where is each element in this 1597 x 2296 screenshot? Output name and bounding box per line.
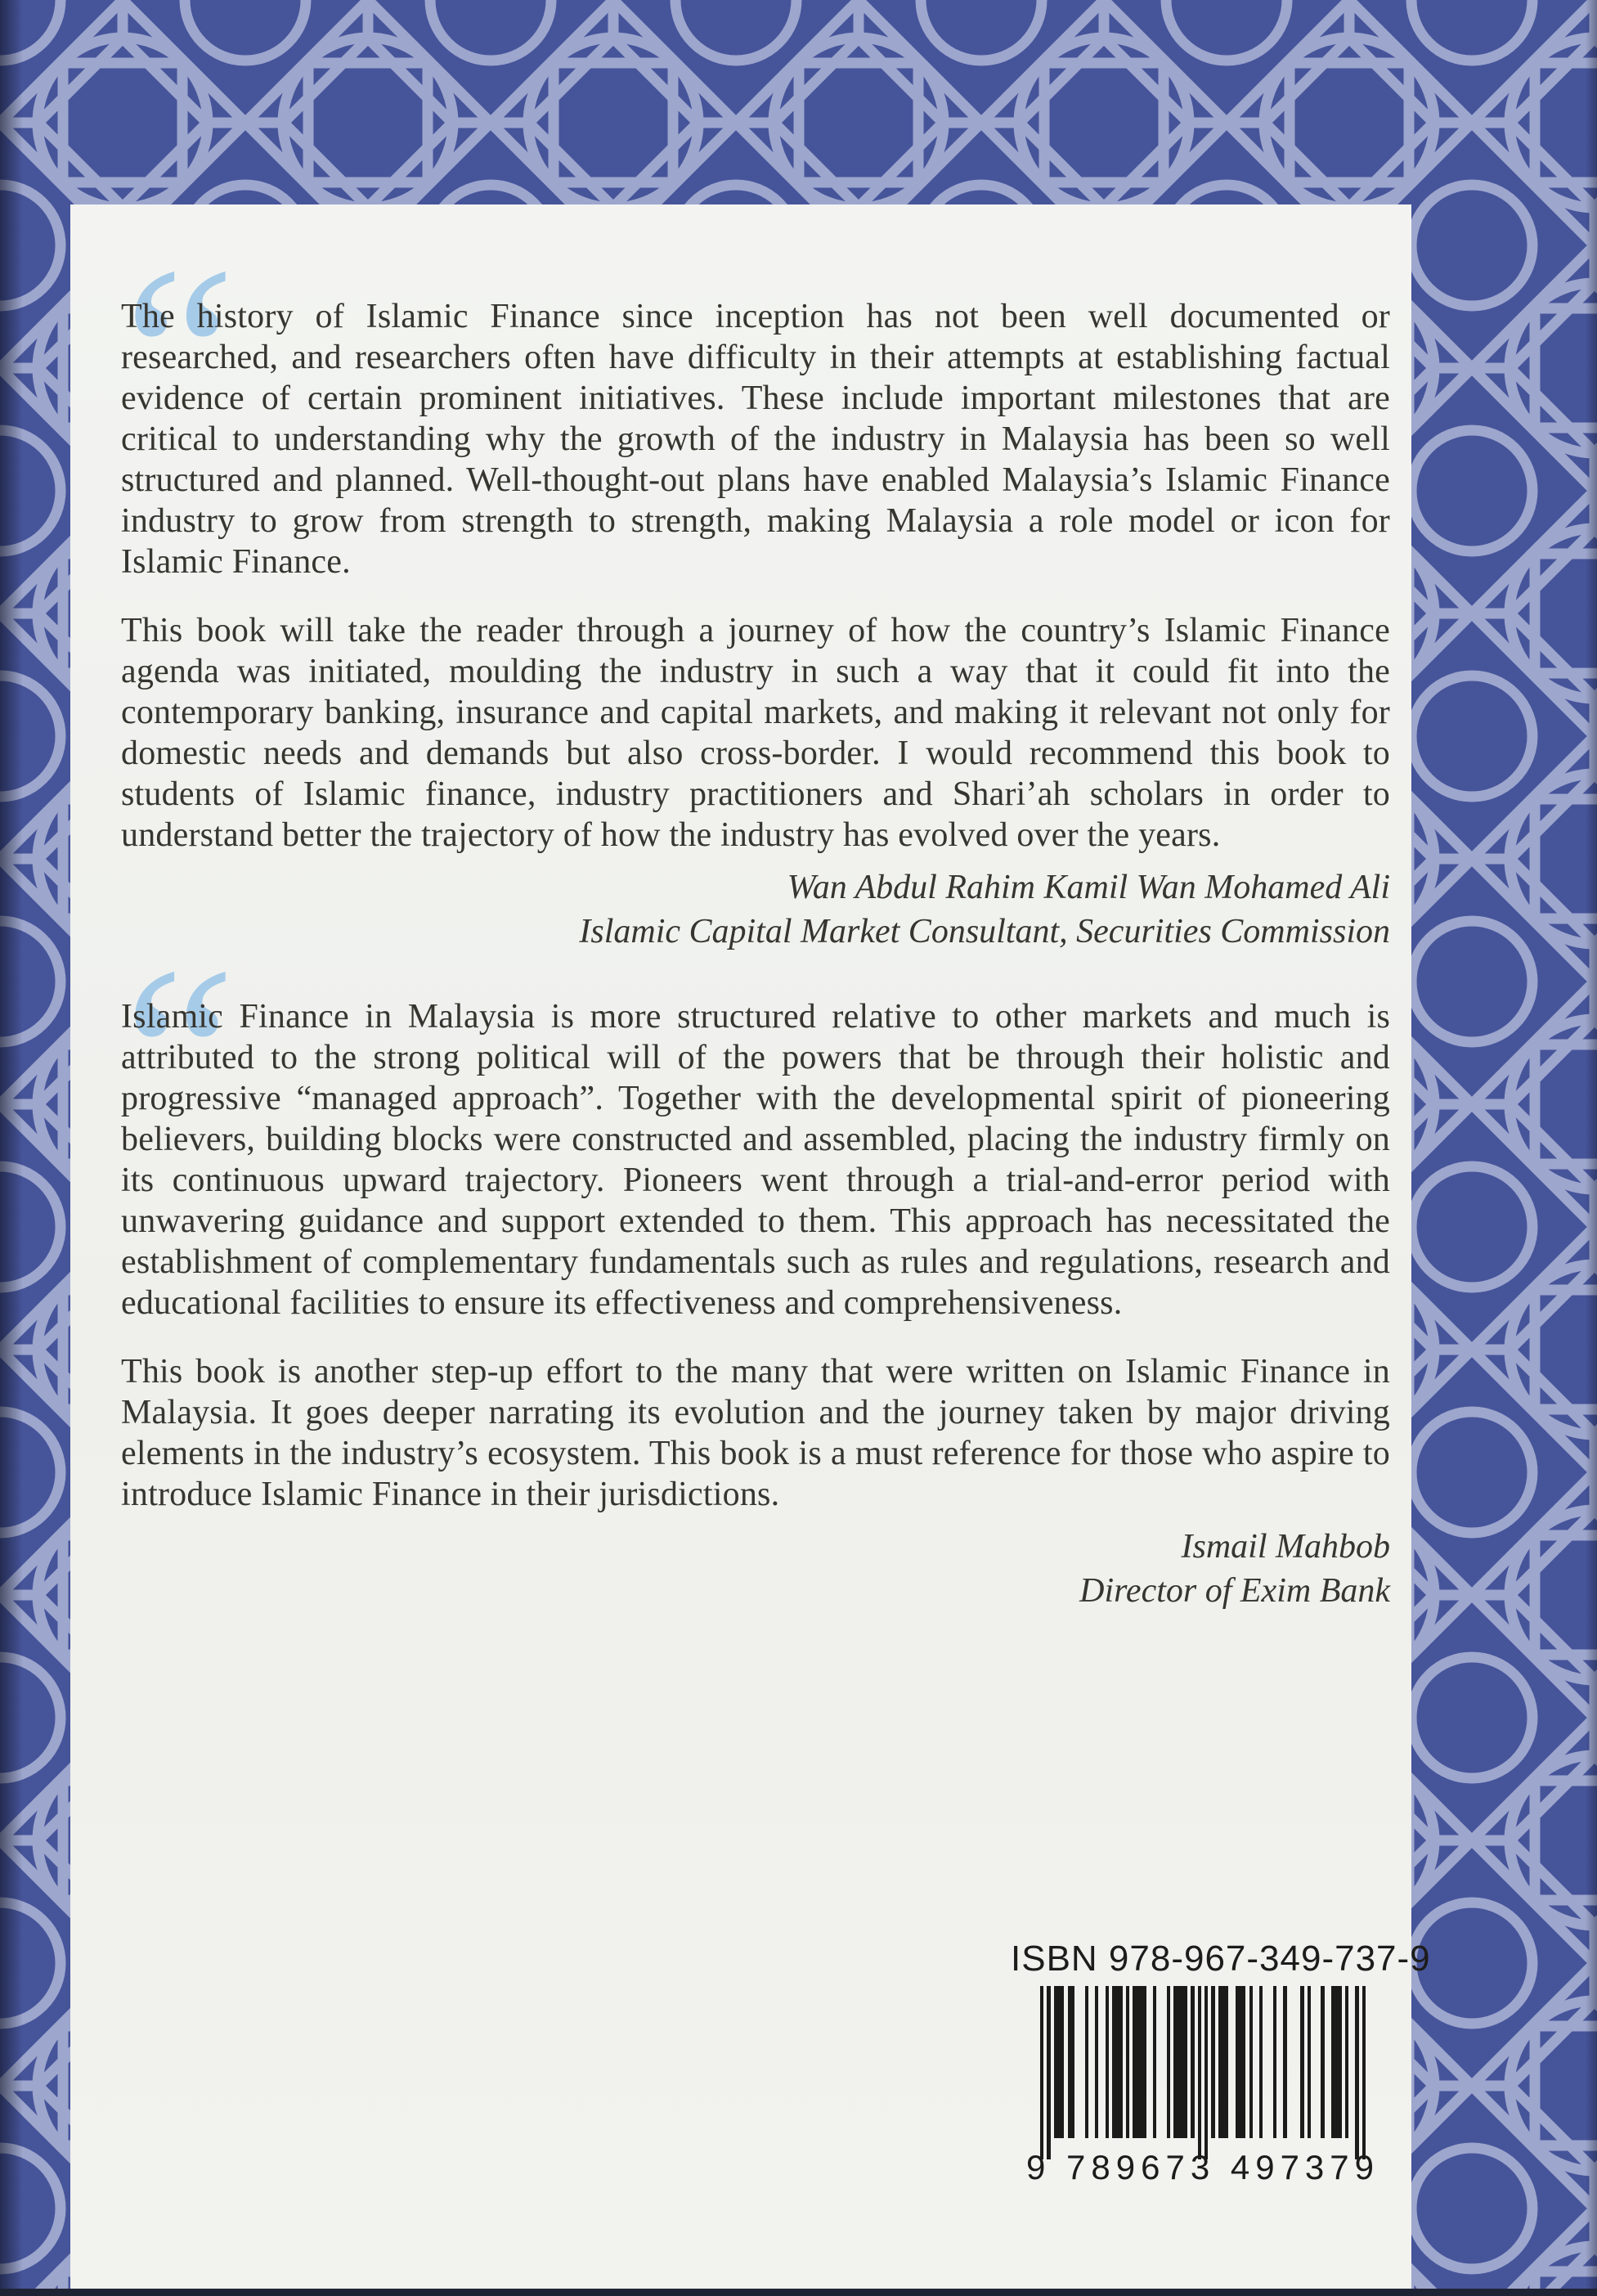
- endorsement-quote-1: [98, 215, 1390, 954]
- isbn-label: ISBN 978-967-349-737-9: [1011, 1939, 1431, 1979]
- barcode-digits: 9 789673 497379: [1026, 2148, 1379, 2186]
- quote-mark-icon: “: [98, 915, 240, 1196]
- cover-bottom-edge: [0, 2289, 1597, 2296]
- content-panel: [70, 204, 1431, 2289]
- quote-paragraph: Islamic Finance in Malaysia is more structured relative to other markets and much is attributed to the strong political will of the powers that be through their holistic and progressive “managed approach”. Together with the developmental spirit of pioneering believers, building blocks were constructed and assembled, placing the industry firmly on its continuous upward trajectory. Pioneers went through a trial-and-error period with unwavering guidance and support extended to them. This approach has necessitated the establishment of complementary fundamentals such as rules and regulations, research and educational facilities to ensure its effectiveness and comprehensiveness.: [121, 998, 1390, 1322]
- reviewer-name: Wan Abdul Rahim Kamil Wan Mohamed Ali: [787, 869, 1390, 906]
- quote-paragraph: This book will take the reader through a journey of how the country’s Islamic Finance agenda was initiated, moulding the industry in such a way that it could fit into the contemporary banking, insurance and capital markets, and making it relevant not only for domestic needs and demands but also cross-border. I would recommend this book to students of Islamic finance, industry practitioners and Shari’ah scholars in order to understand better the trajectory of how the industry has evolved over the years.: [121, 612, 1390, 854]
- isbn-block: [1011, 1939, 1431, 2187]
- ean-barcode-icon: [1039, 1986, 1366, 2161]
- attribution-1: [121, 865, 1390, 954]
- reviewer-title: Director of Exim Bank: [1079, 1572, 1390, 1610]
- reviewer-title: Islamic Capital Market Consultant, Securities Commission: [579, 913, 1390, 950]
- cover-right-edge: [1586, 0, 1597, 2296]
- book-spine-edge: [0, 0, 23, 2296]
- quote-mark-icon: “: [98, 215, 240, 496]
- quote-paragraph: This book is another step-up effort to the many that were written on Islamic Finance in Malaysia. It goes deeper narrating its evolution and the journey taken by major driving elements in the industry’s ecosystem. This book is a must reference for those who aspire to introduce Islamic Finance in their jurisdictions.: [121, 1353, 1390, 1513]
- attribution-2: [121, 1525, 1390, 1613]
- reviewer-name: Ismail Mahbob: [1181, 1528, 1390, 1566]
- quote-paragraph: The history of Islamic Finance since inception has not been well documented or researched, and researchers often have difficulty in their attempts at establishing factual evidence of certain prominent initiatives. These include important milestones that are critical to understanding why the growth of the industry in Malaysia has been so well structured and planned. Well-thought-out plans have enabled Malaysia’s Islamic Finance industry to grow from strength to strength, making Malaysia a role model or icon for Islamic Finance.: [121, 298, 1390, 581]
